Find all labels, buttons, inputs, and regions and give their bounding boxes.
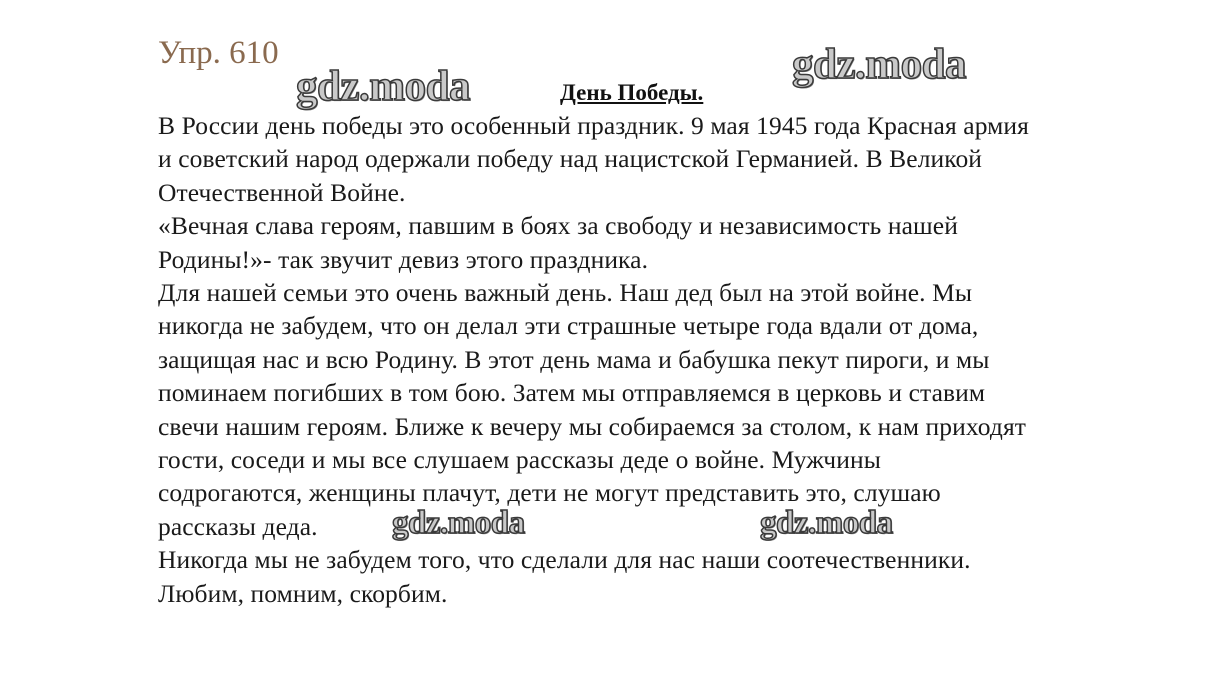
text-line: Для нашей семьи это очень важный день. Наш дед был на этой войне. Мы <box>158 278 973 308</box>
text-line: Никогда мы не забудем того, что сделали для нас наши соотечественники. <box>158 545 971 575</box>
text-line: Родины!»- так звучит девиз этого праздника. <box>158 244 649 274</box>
text-line: защищая нас и всю Родину. В этот день мама и бабушка пекут пироги, и мы <box>158 344 990 374</box>
watermark-logo: gdz.moda <box>760 505 893 541</box>
watermark-logo: gdz.moda <box>392 505 525 541</box>
text-line: содрогаются, женщины плачут, дети не могут представить это, слушаю <box>158 478 941 508</box>
text-line: «Вечная слава героям, павшим в боях за свободу и независимость нашей <box>158 211 958 241</box>
essay-title: День Победы. <box>560 80 704 105</box>
text-line: Отечественной Войне. <box>158 177 406 207</box>
text-line: В России день победы это особенный праздник. 9 мая 1945 года Красная армия <box>158 111 1029 140</box>
essay-body <box>158 109 1158 610</box>
text-line: свечи нашим героям. Ближе к вечеру мы собираемся за столом, к нам приходят <box>158 411 1027 441</box>
watermark-logo: gdz.moda <box>792 41 966 88</box>
exercise-label: Упр. 610 <box>158 35 279 71</box>
text-line: Любим, помним, скорбим. <box>158 578 448 608</box>
text-line: никогда не забудем, что он делал эти страшные четыре года вдали от дома, <box>158 311 979 341</box>
text-line: поминаем погибших в том бою. Затем мы отправляемся в церковь и ставим <box>158 378 986 408</box>
watermark-logo: gdz.moda <box>296 63 470 110</box>
text-line: рассказы деда. <box>158 511 318 541</box>
text-line: гости, соседи и мы все слушаем рассказы деде о войне. Мужчины <box>158 445 881 475</box>
text-line: и советский народ одержали победу над нацистской Германией. В Великой <box>158 144 983 174</box>
